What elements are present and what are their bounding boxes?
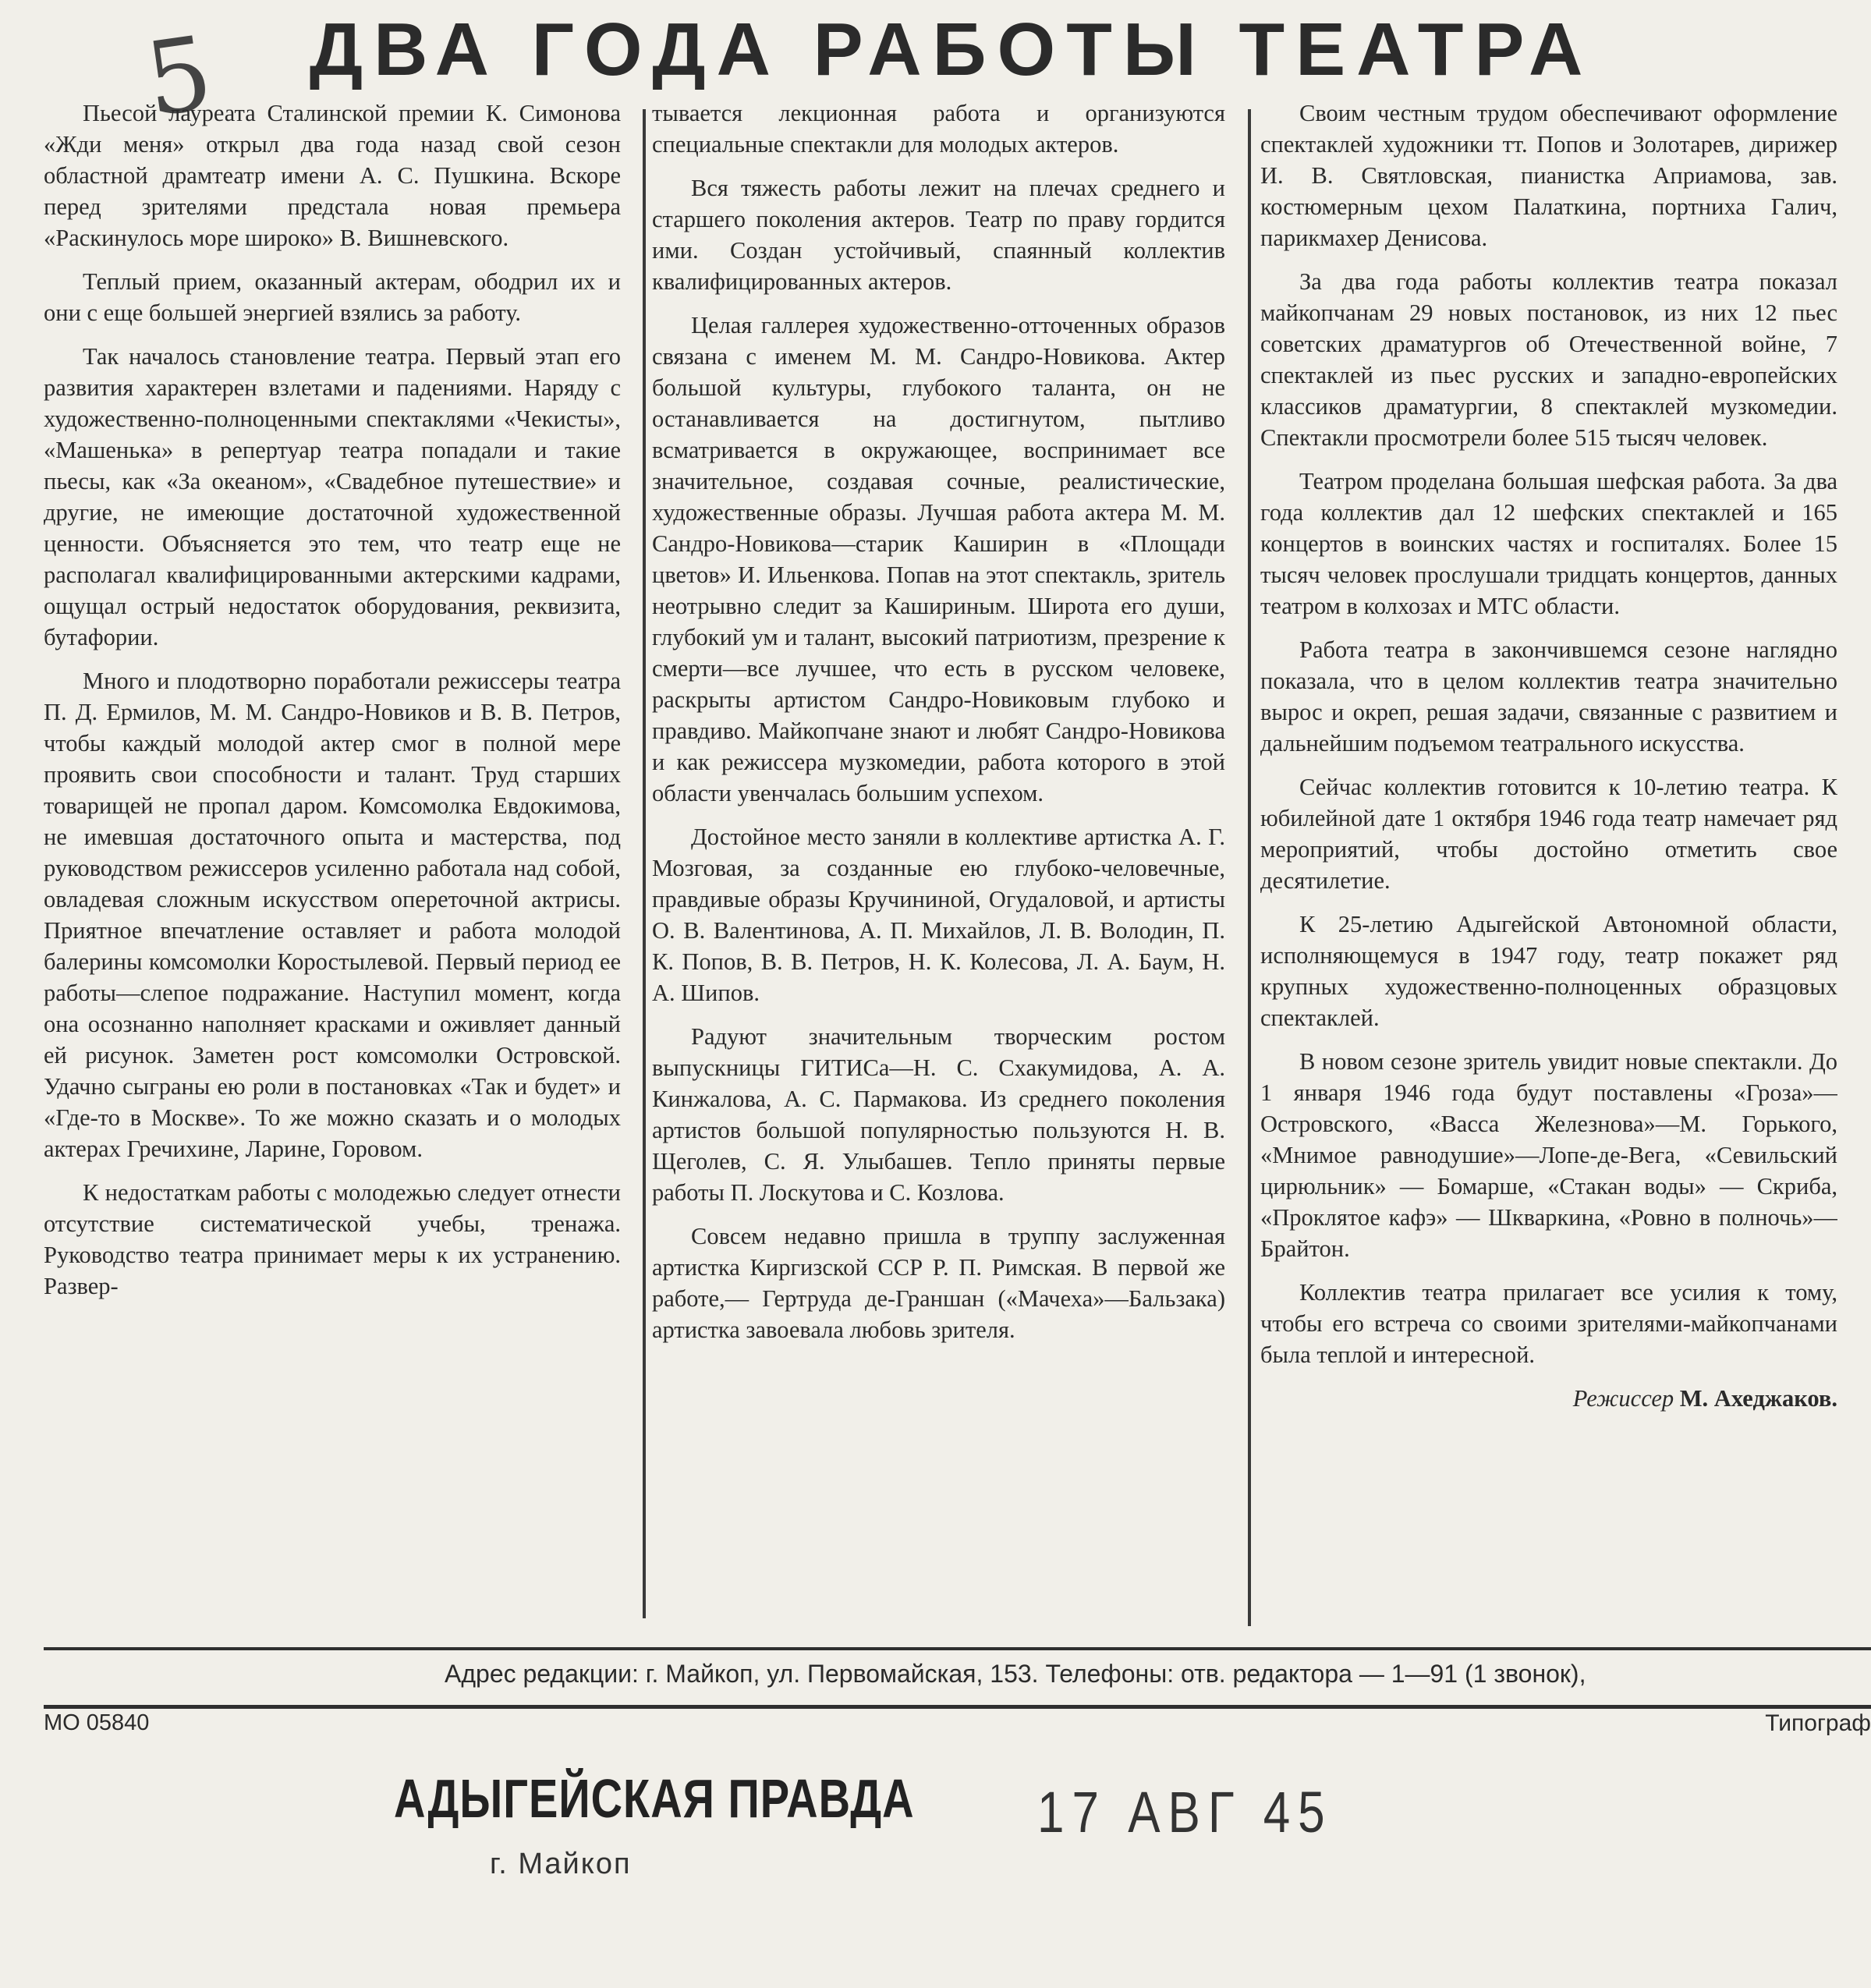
newspaper-stamp-city: г. Майкоп <box>490 1848 632 1880</box>
article-headline: ДВА ГОДА РАБОТЫ ТЕАТРА <box>309 8 1594 91</box>
paragraph: Так началось становление театра. Первый этап его развития характерен взлетами и падениями. Наряду с художественно-полноценными спектаклями «Чекисты», «Машенька» в репертуар театра попадали и такие пьесы, как «За океаном», «Свадебное путешествие» и другие, не имеющие достаточной художественной ценности. Объясняется это тем, что театр еще не располагал квалифицированными актерскими кадрами, ощущал острый недостаток оборудования, реквизита, бутафории. <box>44 343 621 650</box>
article-column-2 <box>652 97 1225 1635</box>
newspaper-stamp-title: АДЫГЕЙСКАЯ ПРАВДА <box>394 1767 915 1829</box>
paragraph: Целая галлерея художественно-отточенных образов связана с именем М. М. Сандро-Новикова. Актер большой культуры, глубокого таланта, он не останавливается на достигнутом, пытливо всматривается в окружающее, воспринимает все значительное, создавая сочные, реалистические, художественные образы. Лучшая работа актера М. М. Сандро-Новикова—старик Каширин в «Площади цветов» И. Ильенкова. Попав на этот спектакль, зритель неотрывно следит за Кашириным. Широта его души, глубокий ум и талант, высокий патриотизм, презрение к смерти—все лучшее, что есть в русском человеке, раскрыты артистом Сандро-Новиковым глубоко и правдиво. Майкопчане знают и любят Сандро-Новикова и как режиссера музкомедии, работа которого в этой области увенчалась большим успехом. <box>652 312 1225 806</box>
article-column-1 <box>44 97 621 1635</box>
paragraph: Сейчас коллектив готовится к 10-летию театра. К юбилейной дате 1 октября 1946 года театр намечает ряд мероприятий, чтобы достойно отметить свое десятилетие. <box>1260 774 1837 894</box>
footer-rule <box>44 1705 1871 1709</box>
footer-rule <box>44 1647 1871 1650</box>
paragraph: Пьесой лауреата Сталинской премии К. Симонова «Жди меня» открыл два года назад свой сезон областной драмтеатр имени А. С. Пушкина. Вскоре перед зрителями предстала новая премьера «Раскинулось море широко» В. Вишневского. <box>44 100 621 251</box>
paragraph: Совсем недавно пришла в труппу заслуженная артистка Киргизской ССР Р. П. Римская. В первой же работе,— Гертруда де-Граншан («Мачеха»—Бальзака) артистка завоевала любовь зрителя. <box>652 1223 1225 1343</box>
author-signature <box>1260 1383 1837 1414</box>
paragraph: Радуют значительным творческим ростом выпускницы ГИТИСа—Н. С. Схакумидова, А. А. Кинжалова, А. С. Пармакова. Из среднего поколения артистов большой популярностью пользуются Н. В. Щеголев, С. Я. Улыбашев. Тепло приняты первые работы П. Лоскутова и С. Козлова. <box>652 1023 1225 1206</box>
handwritten-page-mark: 5 <box>138 12 219 140</box>
paragraph: За два года работы коллектив театра показал майкопчанам 29 новых постановок, из них 12 пьес советских драматургов об Отечественной войне, 7 спектаклей из пьес русских и западно-европейских классиков драматургии, 8 спектаклей музкомедии. Спектакли просмотрели более 515 тысяч человек. <box>1260 268 1837 451</box>
signature-label: Режиссер <box>1572 1385 1674 1412</box>
editorial-address: Адрес редакции: г. Майкоп, ул. Первомайская, 153. Телефоны: отв. редактора — 1—91 (1 звонок), <box>445 1660 1586 1688</box>
printer-label: Типограф <box>1765 1710 1871 1736</box>
paragraph: Много и плодотворно поработали режиссеры театра П. Д. Ермилов, М. М. Сандро-Новиков и В. В. Петров, чтобы каждый молодой актер смог в полной мере проявить свои способности и талант. Труд старших товарищей не пропал даром. Комсомолка Евдокимова, не имевшая достаточного опыта и мастерства, под руководством режиссеров усиленно работала над собой, овладевая сложным искусством опереточной актрисы. Приятное впечатление оставляет и работа молодой балерины комсомолки Коростылевой. Первый период ее работы—слепое подражание. Наступил момент, когда она осознанно наполняет красками и оживляет данный ей рисунок. Заметен рост комсомолки Островской. Удачно сыграны ею роли в постановках «Так и будет» и «Где-то в Москве». То же можно сказать и о молодых актерах Гречихине, Ларине, Горовом. <box>44 668 621 1162</box>
paragraph: Театром проделана большая шефская работа. За два года коллектив дал 12 шефских спектаклей и 165 концертов в воинских частях и госпиталях. Более 15 тысяч человек прослушали тридцать концертов, данных театром в колхозах и МТС области. <box>1260 468 1837 619</box>
article-column-3 <box>1260 97 1837 1635</box>
paragraph: Вся тяжесть работы лежит на плечах среднего и старшего поколения актеров. Театр по праву гордится ими. Создан устойчивый, спаянный коллектив квалифицированных актеров. <box>652 175 1225 295</box>
paragraph: К недостаткам работы с молодежью следует отнести отсутствие систематической учебы, тренажа. Руководство театра принимает меры к их устранению. Развер- <box>44 1179 621 1299</box>
paragraph: Своим честным трудом обеспечивают оформление спектаклей художники тт. Попов и Золотарев, дирижер И. В. Святловская, пианистка Априамова, зав. костюмерным цехом Палаткина, портниха Галич, парикмахер Денисова. <box>1260 100 1837 251</box>
index-code: МО 05840 <box>44 1710 150 1735</box>
paragraph: В новом сезоне зритель увидит новые спектакли. До 1 января 1946 года будут поставлены «Гроза»—Островского, «Васса Железнова»—М. Горького, «Мнимое равнодушие»—Лопе-де-Вега, «Севильский цирюльник» — Бомарше, «Стакан воды» — Скриба, «Проклятое кафэ» — Шкваркина, «Ровно в полночь»—Брайтон. <box>1260 1048 1837 1262</box>
paragraph: Теплый прием, оказанный актерам, ободрил их и они с еще большей энергией взялись за работу. <box>44 268 621 326</box>
paragraph: тывается лекционная работа и организуются специальные спектакли для молодых актеров. <box>652 100 1225 158</box>
signature-name: М. Ахеджаков. <box>1679 1385 1837 1412</box>
paragraph: Коллектив театра прилагает все усилия к тому, чтобы его встреча со своими зрителями-майкопчанами была теплой и интересной. <box>1260 1279 1837 1368</box>
paragraph: Работа театра в закончившемся сезоне наглядно показала, что в целом коллектив театра значительно вырос и окреп, решая задачи, связанные с развитием и дальнейшим подъемом театрального искусства. <box>1260 636 1837 757</box>
article-body <box>44 97 1837 1635</box>
date-stamp: 17 АВГ 45 <box>1037 1781 1333 1845</box>
paragraph: Достойное место заняли в коллективе артистка А. Г. Мозговая, за созданные ею глубоко-человечные, правдивые образы Кручининой, Огудаловой, и артисты О. В. Валентинова, А. П. Михайлов, Л. В. Володин, П. К. Попов, В. В. Петров, Н. К. Колесова, Л. А. Баум, Н. А. Шипов. <box>652 824 1225 1006</box>
paragraph: К 25-летию Адыгейской Автономной области, исполняющемуся в 1947 году, театр покажет ряд крупных художественно-полноценных образцовых спектаклей. <box>1260 911 1837 1031</box>
